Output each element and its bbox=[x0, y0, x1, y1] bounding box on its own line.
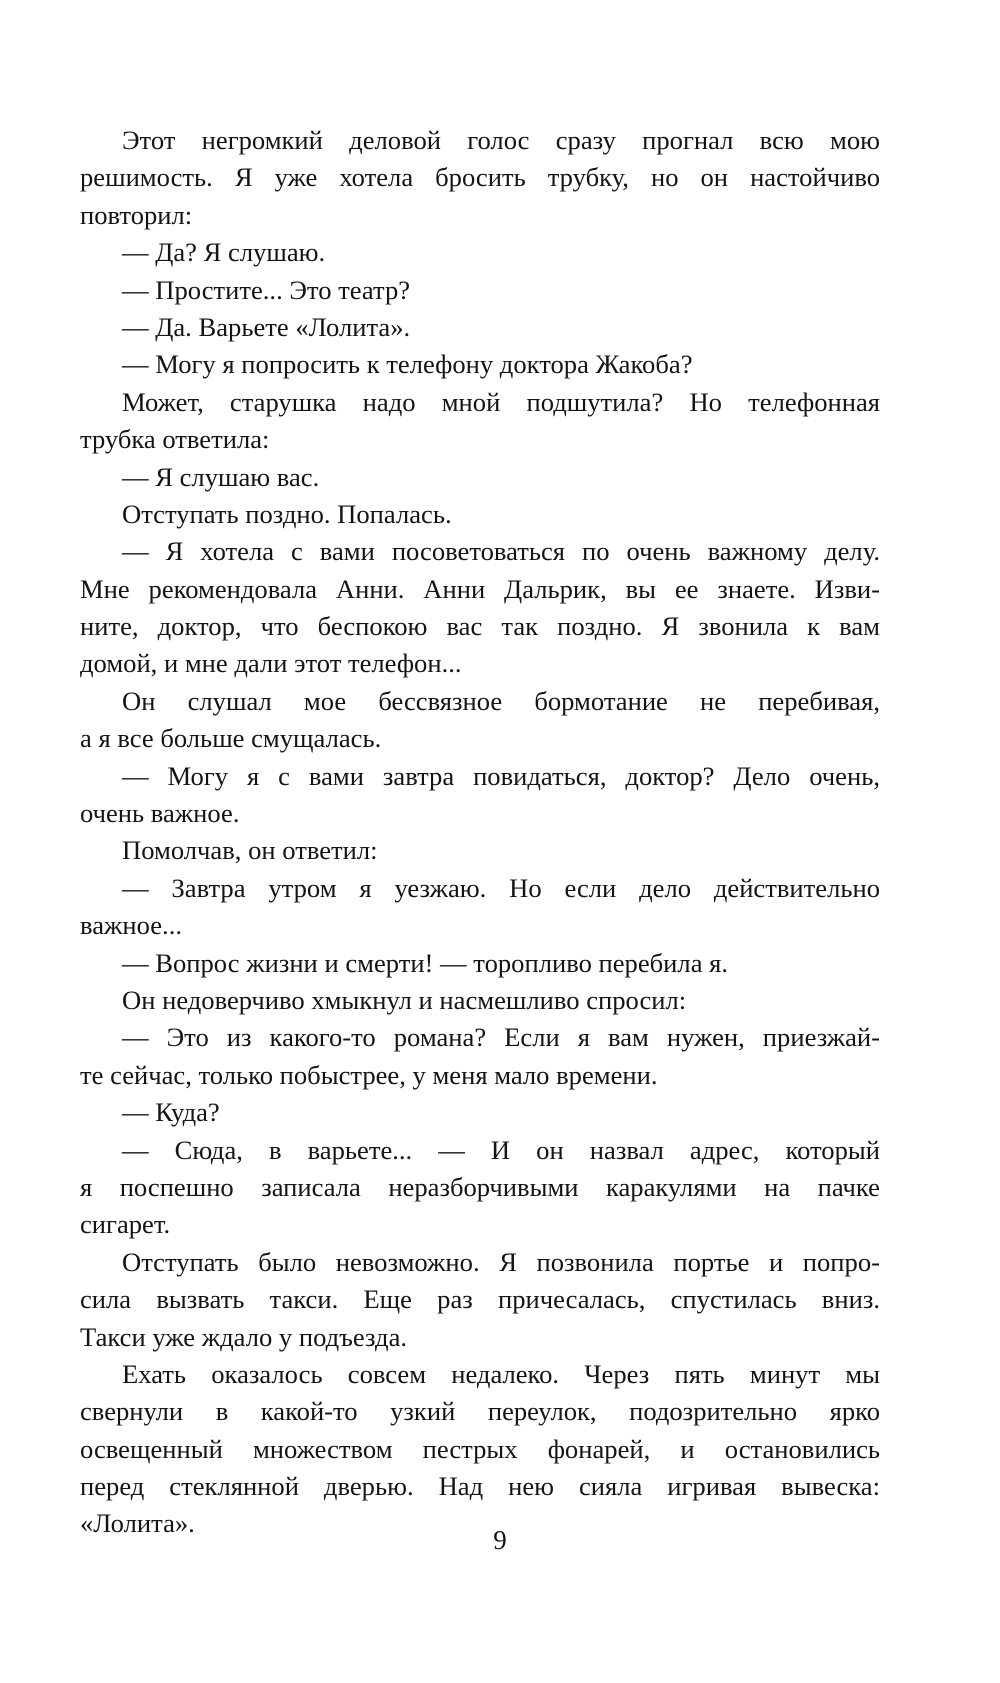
text-line: — Могу я с вами завтра повидаться, доктор? Дело очень, bbox=[122, 760, 880, 791]
text-line: свернули в какой-то узкий переулок, подозрительно ярко bbox=[80, 1396, 880, 1427]
text-line: — Это из какого-то романа? Если я вам нужен, приезжай- bbox=[122, 1022, 880, 1053]
text-line: Такси уже ждало у подъезда. bbox=[80, 1321, 408, 1352]
text-line: Может, старушка надо мной подшутила? Но телефонная bbox=[122, 386, 880, 417]
text-line: — Завтра утром я уезжаю. Но если дело действительно bbox=[122, 872, 880, 903]
text-line: Мне рекомендовала Анни. Анни Дальрик, вы ее знаете. Изви- bbox=[80, 573, 880, 604]
page-body bbox=[80, 122, 880, 1543]
text-line: сила вызвать такси. Еще раз причесалась, спустилась вниз. bbox=[80, 1284, 880, 1315]
text-line: Он недоверчиво хмыкнул и насмешливо спросил: bbox=[122, 984, 687, 1015]
text-line: очень важное. bbox=[80, 798, 240, 829]
page-number: 9 bbox=[493, 1525, 507, 1555]
text-line: — Да. Варьете «Лолита». bbox=[122, 311, 411, 342]
text-line: Помолчав, он ответил: bbox=[122, 835, 378, 866]
text-line: «Лолита». bbox=[80, 1508, 195, 1539]
text-line: домой, и мне дали этот телефон... bbox=[80, 648, 462, 679]
text-line: — Вопрос жизни и смерти! — торопливо перебила я. bbox=[122, 947, 729, 978]
text-line: Отступать было невозможно. Я позвонила портье и попро- bbox=[122, 1246, 880, 1277]
text-line: сигарет. bbox=[80, 1209, 171, 1240]
text-line: Ехать оказалось совсем недалеко. Через пять минут мы bbox=[122, 1358, 880, 1389]
text-line: повторил: bbox=[80, 199, 193, 230]
text-line: трубка ответила: bbox=[80, 424, 270, 455]
text-line: важное... bbox=[80, 910, 182, 941]
text-line: Он слушал мое бессвязное бормотание не перебивая, bbox=[122, 685, 880, 716]
text-line: — Куда? bbox=[122, 1097, 220, 1128]
text-line: те сейчас, только побыстрее, у меня мало времени. bbox=[80, 1059, 658, 1090]
text-line: — Простите... Это театр? bbox=[122, 274, 411, 305]
text-line: я поспешно записала неразборчивыми каракулями на пачке bbox=[80, 1171, 880, 1202]
text-line: — Я хотела с вами посоветоваться по очень важному делу. bbox=[122, 536, 880, 567]
text-line: Отступать поздно. Попалась. bbox=[122, 498, 452, 529]
text-line: ните, доктор, что беспокою вас так поздно. Я звонила к вам bbox=[80, 611, 880, 642]
text-line: освещенный множеством пестрых фонарей, и остановились bbox=[80, 1433, 880, 1464]
text-line: решимость. Я уже хотела бросить трубку, но он настойчиво bbox=[80, 162, 880, 193]
text-line: — Да? Я слушаю. bbox=[122, 237, 326, 268]
text-line: — Я слушаю вас. bbox=[122, 461, 320, 492]
text-line: а я все больше смущалась. bbox=[80, 723, 382, 754]
text-line: — Сюда, в варьете... — И он назвал адрес, который bbox=[122, 1134, 880, 1165]
text-line: перед стеклянной дверью. Над нею сияла игривая вывеска: bbox=[80, 1471, 880, 1502]
text-line: — Могу я попросить к телефону доктора Жакоба? bbox=[122, 349, 693, 380]
text-line: Этот негромкий деловой голос сразу прогнал всю мою bbox=[122, 125, 880, 155]
